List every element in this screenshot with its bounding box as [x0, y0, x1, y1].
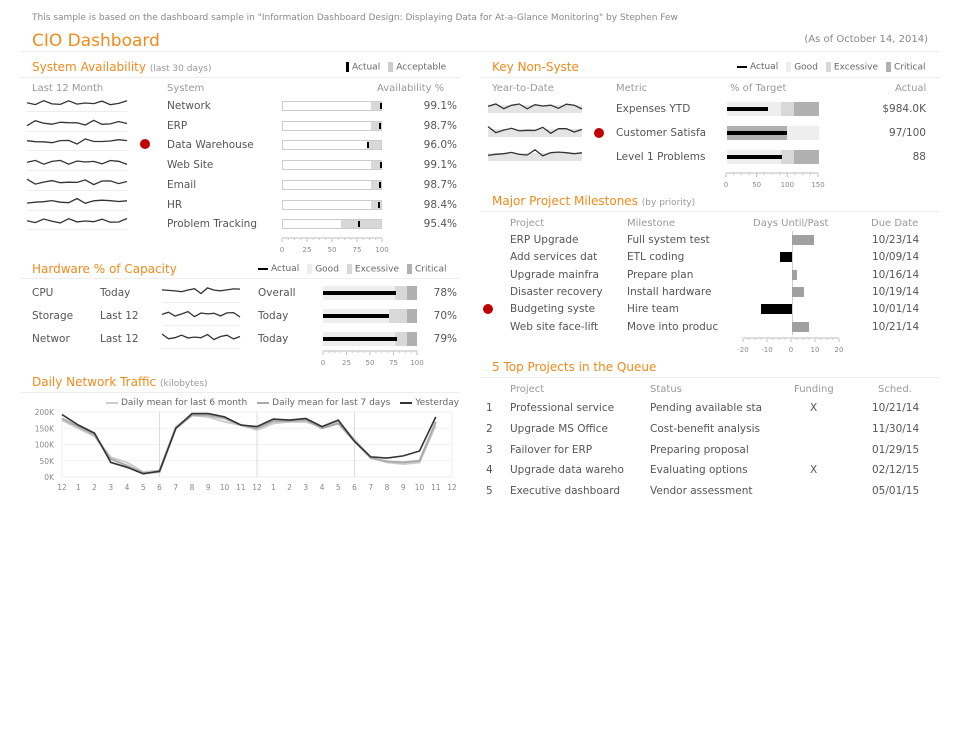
ytd-sparkline: [488, 144, 582, 164]
days-bar: [792, 270, 797, 280]
queue-status: Evaluating options: [650, 464, 748, 477]
availability-axis: [276, 236, 396, 254]
queue-sched: 05/01/15: [872, 485, 920, 498]
legend-seven-day: Daily mean for last 7 days: [272, 398, 391, 408]
queue-status: Cost-benefit analysis: [650, 422, 760, 435]
col-system: System: [167, 83, 205, 94]
legend-acceptable: Acceptable: [396, 62, 447, 73]
actual-bar: [323, 337, 397, 341]
col-days: Days Until/Past: [753, 218, 829, 229]
legend-actual: Actual: [750, 62, 779, 73]
network-traffic-chart: [20, 404, 460, 496]
availability-sparkline: [27, 134, 127, 150]
sparkline-cell: [27, 134, 127, 151]
queue-sched: 10/21/14: [872, 402, 920, 414]
critical-band: [794, 150, 819, 164]
col-year-to-date: Year-to-Date: [492, 83, 554, 94]
col-funding: Funding: [794, 384, 834, 395]
availability-bullet-bar: [282, 180, 382, 190]
excessive-band: [781, 150, 794, 164]
actual-marker: [358, 221, 360, 227]
system-name: Network: [167, 100, 211, 112]
queue-project: Failover for ERP: [510, 443, 593, 456]
hardware-capacity-title: Hardware % of Capacity: [32, 262, 177, 276]
col-availability: Availability %: [377, 83, 445, 94]
system-availability-title: [32, 60, 212, 74]
milestone-name: Prepare plan: [627, 268, 694, 281]
network-traffic-heading: Daily Network Traffic: [32, 375, 157, 389]
availability-value: 96.0%: [423, 139, 457, 152]
axis-tick-label: 10: [810, 346, 820, 354]
queue-sched: 11/30/14: [872, 422, 920, 435]
col-metric: Metric: [616, 83, 648, 94]
hardware-period-current: Today: [258, 333, 289, 345]
hardware-axis: [318, 349, 422, 367]
actual-bar: [323, 291, 396, 295]
milestone-due-date: 10/19/14: [872, 285, 920, 298]
sparkline: [162, 312, 240, 317]
sparkline-cell: [27, 174, 127, 191]
hardware-period: Last 12: [100, 333, 139, 345]
x-tick-label: 11: [430, 483, 441, 492]
queue-status: Preparing proposal: [650, 443, 749, 456]
x-tick-label: 7: [368, 483, 374, 492]
queue-project: Upgrade MS Office: [510, 422, 608, 435]
col-last-12-month: Last 12 Month: [32, 83, 104, 94]
section-divider: [20, 278, 460, 279]
hardware-period: Today: [100, 287, 131, 299]
hardware-period-current: Today: [258, 310, 289, 322]
target-bullet-bar: [727, 102, 819, 116]
queue-status: Pending available sta: [650, 402, 763, 414]
x-tick-label: 10: [219, 483, 230, 492]
network-traffic-title: [32, 375, 208, 389]
y-tick-label: 50K: [39, 456, 54, 466]
milestone-due-date: 10/23/14: [872, 234, 920, 246]
x-tick-label: 1: [75, 483, 81, 492]
x-tick-label: 9: [400, 483, 406, 492]
sparkline-cell: [488, 144, 582, 164]
legend-excessive: Excessive: [833, 62, 878, 73]
availability-bullet-bar: [282, 219, 382, 229]
metric-actual: 88: [912, 151, 926, 163]
alert-indicator: [594, 128, 604, 138]
metric-name: Level 1 Problems: [616, 151, 706, 163]
sparkline: [162, 334, 240, 340]
milestone-project: ERP Upgrade: [510, 234, 579, 246]
axis-tick-label: 0: [788, 346, 794, 354]
system-name: Email: [167, 178, 197, 191]
system-name: Data Warehouse: [167, 139, 254, 152]
legend-actual: Actual: [352, 62, 381, 73]
queue-project: Upgrade data wareho: [510, 464, 624, 477]
axis-tick-label: 0: [320, 359, 326, 367]
axis-tick-label: 25: [302, 246, 312, 254]
milestone-name: Full system test: [627, 234, 710, 246]
milestone-name: Move into produc: [627, 320, 719, 333]
excessive-band: [781, 102, 794, 116]
legend-actual: Actual: [271, 264, 300, 275]
availability-bullet-bar: [282, 200, 382, 210]
col-percent-target: % of Target: [730, 83, 787, 94]
availability-bullet-bar: [282, 121, 382, 131]
key-non-systems-legend: [737, 62, 925, 73]
hardware-name: Networ: [32, 333, 70, 345]
availability-value: 98.7%: [423, 178, 457, 191]
sparkline-cell: [27, 194, 127, 211]
metric-name: Expenses YTD: [616, 103, 691, 115]
sparkline-cell: [27, 115, 127, 132]
target-bullet-bar: [727, 150, 819, 164]
x-tick-label: 5: [140, 483, 146, 492]
legend-critical: Critical: [415, 264, 447, 275]
system-availability-heading: System Availability: [32, 60, 146, 74]
x-tick-label: 7: [173, 483, 179, 492]
queue-sched: 02/12/15: [872, 464, 920, 477]
days-bar: [761, 304, 792, 314]
col-status: Status: [650, 384, 682, 395]
actual-marker: [379, 182, 381, 188]
x-tick-label: 2: [92, 483, 97, 492]
milestone-project: Web site face-lift: [510, 320, 599, 333]
queue-title: 5 Top Projects in the Queue: [492, 360, 657, 374]
sparkline: [27, 160, 127, 164]
days-bar: [792, 235, 814, 245]
section-divider: [20, 392, 460, 393]
y-tick-label: 0K: [44, 473, 54, 482]
x-tick-label: 12: [447, 483, 457, 492]
actual-marker: [379, 123, 381, 129]
availability-bullet-bar: [282, 160, 382, 170]
sparkline-cell: [162, 305, 240, 326]
legend-excessive: Excessive: [354, 264, 399, 275]
system-name: Problem Tracking: [167, 218, 257, 231]
sparkline: [27, 219, 127, 223]
section-divider: [480, 77, 940, 78]
y-tick-label: 200K: [34, 408, 54, 417]
sparkline-band: [488, 105, 582, 113]
actual-marker: [367, 142, 369, 148]
availability-value: 98.7%: [423, 119, 457, 132]
ytd-sparkline: [488, 120, 582, 140]
actual-marker: [380, 162, 382, 168]
y-tick-label: 100K: [34, 440, 54, 450]
network-traffic-subtitle: (kilobytes): [159, 379, 208, 389]
axis-tick-label: 75: [352, 246, 362, 254]
legend-good: Good: [794, 62, 818, 73]
legend-good: Good: [315, 264, 339, 275]
axis-tick-label: 0: [279, 246, 285, 254]
availability-value: 95.4%: [423, 218, 457, 231]
capacity-sparkline: [162, 328, 240, 346]
x-tick-label: 6: [157, 483, 162, 492]
actual-bar: [727, 107, 768, 111]
milestones-heading: Major Project Milestones: [492, 194, 638, 208]
availability-sparkline: [27, 95, 127, 111]
axis-tick-label: -10: [761, 346, 773, 354]
sparkline-cell: [488, 96, 582, 116]
actual-bar: [727, 131, 787, 135]
queue-funding: X: [810, 464, 818, 477]
availability-sparkline: [27, 154, 127, 170]
capacity-value: 78%: [433, 287, 457, 299]
actual-bar: [323, 314, 389, 318]
axis-tick-label: -20: [737, 346, 749, 354]
col-project: Project: [510, 218, 545, 229]
x-tick-label: 4: [124, 483, 130, 492]
section-divider: [480, 377, 940, 378]
queue-rank: 4: [486, 464, 493, 477]
capacity-value: 70%: [433, 310, 457, 322]
target-axis: [721, 171, 831, 189]
legend-yesterday: Yesterday: [415, 398, 460, 408]
days-bar: [792, 322, 809, 332]
capacity-sparkline: [162, 305, 240, 323]
axis-tick-label: 100: [375, 246, 389, 254]
ytd-sparkline: [488, 96, 582, 116]
actual-marker: [380, 103, 382, 109]
availability-value: 99.1%: [423, 100, 457, 112]
axis-tick-label: 50: [327, 246, 337, 254]
x-tick-label: 12: [57, 483, 67, 492]
x-tick-label: 2: [287, 483, 292, 492]
days-bar: [780, 252, 792, 262]
system-availability-legend: [346, 62, 446, 73]
milestone-project: Upgrade mainfra: [510, 268, 599, 281]
availability-sparkline: [27, 194, 127, 210]
milestone-name: ETL coding: [627, 251, 685, 264]
availability-sparkline: [27, 115, 127, 131]
x-tick-label: 8: [384, 483, 390, 492]
milestone-due-date: 10/21/14: [872, 320, 920, 333]
sparkline-cell: [162, 328, 240, 349]
section-divider: [20, 77, 460, 78]
axis-tick-label: 20: [834, 346, 844, 354]
alert-indicator: [483, 304, 493, 314]
availability-bullet-bar: [282, 101, 382, 111]
legend-six-month: Daily mean for last 6 month: [121, 398, 248, 408]
queue-rank: 1: [486, 402, 493, 414]
key-non-systems-title: Key Non-Syste: [492, 60, 579, 74]
x-tick-label: 3: [108, 483, 114, 492]
sparkline-cell: [27, 213, 127, 230]
hardware-period: Last 12: [100, 310, 139, 322]
availability-sparkline: [27, 174, 127, 190]
x-tick-label: 4: [319, 483, 325, 492]
capacity-sparkline: [162, 282, 240, 300]
metric-actual: 97/100: [889, 127, 926, 139]
x-tick-label: 11: [235, 483, 246, 492]
days-bar: [792, 287, 804, 297]
page-title: CIO Dashboard: [32, 31, 160, 51]
col-milestone: Milestone: [627, 218, 676, 229]
axis-tick-label: 75: [389, 359, 398, 367]
x-tick-label: 6: [352, 483, 357, 492]
hardware-name: Storage: [32, 310, 74, 322]
capacity-value: 79%: [433, 333, 457, 345]
milestone-project: Disaster recovery: [510, 285, 603, 298]
acceptable-band: [341, 220, 381, 228]
axis-tick-label: 150: [811, 181, 825, 189]
critical-band: [794, 102, 819, 116]
queue-rank: 2: [486, 422, 493, 435]
queue-funding: X: [810, 402, 818, 414]
milestones-title: [492, 194, 695, 208]
sparkline: [27, 198, 127, 203]
queue-project: Executive dashboard: [510, 485, 621, 498]
milestone-project: Add services dat: [510, 251, 598, 264]
availability-value: 99.1%: [423, 159, 457, 172]
x-tick-label: 8: [189, 483, 195, 492]
sparkline-cell: [27, 154, 127, 171]
hardware-legend: [258, 264, 446, 275]
system-name: HR: [167, 198, 183, 211]
actual-bar: [727, 155, 782, 159]
milestones-subtitle: (by priority): [641, 198, 696, 208]
col-due-date: Due Date: [871, 218, 919, 229]
availability-sparkline: [27, 213, 127, 229]
metric-actual: $984.0K: [882, 103, 926, 115]
axis-tick-label: 50: [365, 359, 375, 367]
y-tick-label: 150K: [34, 424, 54, 434]
system-name: ERP: [167, 119, 188, 132]
milestone-due-date: 10/01/14: [872, 303, 920, 316]
metric-name: Customer Satisfa: [616, 127, 707, 139]
sparkline-cell: [27, 95, 127, 112]
sparkline: [27, 101, 127, 105]
milestone-due-date: 10/16/14: [872, 268, 920, 281]
alert-indicator: [140, 139, 150, 149]
x-tick-label: 1: [270, 483, 276, 492]
header-divider: [20, 51, 940, 52]
milestone-name: Hire team: [627, 303, 679, 316]
col-project: Project: [510, 384, 545, 395]
section-divider: [480, 211, 940, 212]
days-axis: [733, 336, 851, 354]
acceptable-band: [367, 141, 381, 149]
x-tick-label: 3: [303, 483, 309, 492]
milestone-name: Install hardware: [627, 285, 712, 298]
system-name: Web Site: [167, 159, 214, 172]
sparkline: [162, 288, 240, 294]
availability-bullet-bar: [282, 140, 382, 150]
axis-tick-label: 100: [410, 359, 424, 367]
queue-sched: 01/29/15: [872, 443, 920, 456]
queue-project: Professional service: [510, 402, 615, 414]
hardware-name: CPU: [32, 287, 54, 299]
queue-status: Vendor assessment: [650, 485, 753, 498]
x-tick-label: 9: [205, 483, 211, 492]
target-bullet-bar: [727, 126, 819, 140]
sparkline: [27, 120, 127, 125]
milestone-due-date: 10/09/14: [872, 251, 920, 264]
axis-tick-label: 50: [752, 181, 762, 189]
system-availability-subtitle: (last 30 days): [149, 64, 212, 74]
as-of-date: (As of October 14, 2014): [804, 34, 928, 45]
hardware-period-current: Overall: [258, 287, 296, 299]
axis-tick-label: 0: [723, 181, 729, 189]
axis-tick-label: 25: [342, 359, 351, 367]
attribution-note: This sample is based on the dashboard sample in "Information Dashboard Design: Displaying Data for At-a-Glance Monitoring" by Stephen Few: [32, 13, 678, 23]
queue-rank: 3: [486, 443, 493, 456]
sparkline: [27, 139, 127, 144]
actual-marker: [378, 202, 380, 208]
availability-value: 98.4%: [423, 198, 457, 211]
sparkline: [27, 179, 127, 184]
sparkline-cell: [488, 120, 582, 140]
zero-line: [792, 231, 793, 335]
milestone-project: Budgeting syste: [510, 303, 596, 316]
col-actual: Actual: [895, 83, 927, 94]
sparkline-cell: [162, 282, 240, 303]
axis-tick-label: 100: [780, 181, 795, 189]
x-tick-label: 12: [252, 483, 262, 492]
legend-critical: Critical: [894, 62, 926, 73]
col-sched: Sched.: [878, 384, 912, 395]
x-tick-label: 10: [414, 483, 425, 492]
queue-rank: 5: [486, 485, 493, 498]
x-tick-label: 5: [335, 483, 341, 492]
